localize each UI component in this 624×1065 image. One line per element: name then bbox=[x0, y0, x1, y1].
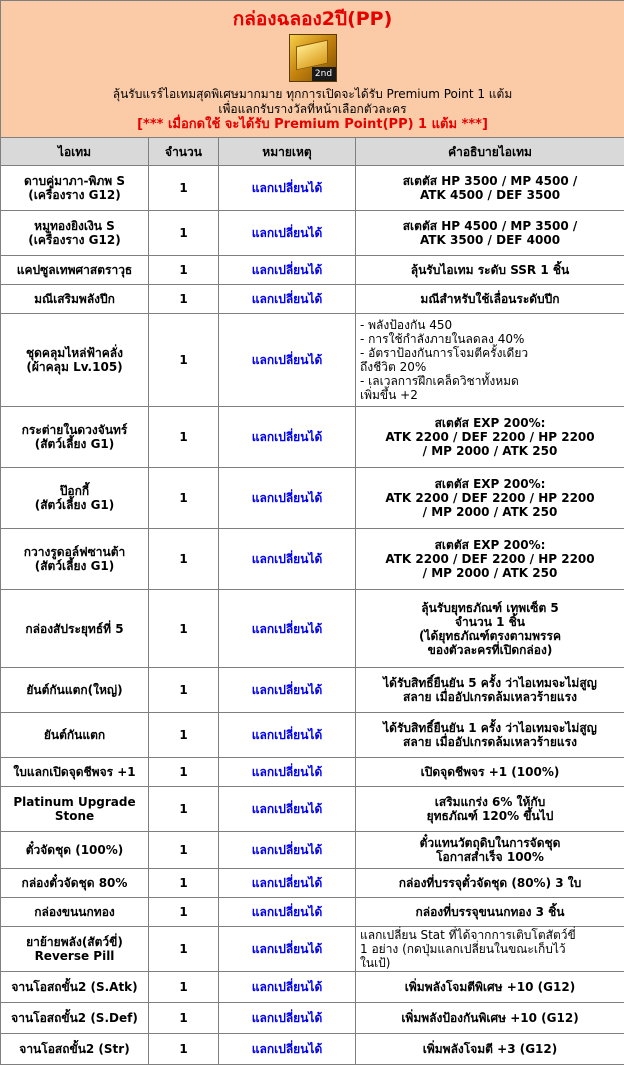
description-cell: ลุ้นรับยุทธภัณฑ์ เทพเซ็ต 5 จำนวน 1 ชิ้น (ได้ยุทธภัณฑ์ตรงตามพรรค ของตัวละครที่เปิดกล่อง) bbox=[356, 590, 624, 668]
header-panel bbox=[1, 1, 624, 138]
table-row bbox=[1, 713, 624, 758]
item-name-cell: มณีเสริมพลังปีก bbox=[1, 285, 149, 314]
icon-tag: 2nd bbox=[312, 67, 336, 81]
column-header-quantity: จำนวน bbox=[149, 138, 219, 166]
item-name-cell: ป๊อกกี้ (สัตว์เลี้ยง G1) bbox=[1, 468, 149, 529]
table-row bbox=[1, 590, 624, 668]
quantity-cell: 1 bbox=[149, 468, 219, 529]
quantity-cell: 1 bbox=[149, 832, 219, 869]
quantity-cell: 1 bbox=[149, 256, 219, 285]
remark-cell: แลกเปลี่ยนได้ bbox=[219, 590, 356, 668]
remark-cell: แลกเปลี่ยนได้ bbox=[219, 407, 356, 468]
description-cell: สเตตัส HP 3500 / MP 4500 / ATK 4500 / DEF 3500 bbox=[356, 166, 624, 211]
table-row bbox=[1, 869, 624, 898]
table-row bbox=[1, 529, 624, 590]
description-cell: - พลังป้องกัน 450 - การใช้กำลังภายในลดลง 40% - อัตราป้องกันการโจมตีครั้งเดียว ถึงชีวิต 20% - เลเวลการฝึกเคล็ดวิชาทั้งหมด เพิ่มขึ้น +2 bbox=[356, 314, 624, 407]
table-row bbox=[1, 256, 624, 285]
description-cell: กล่องที่บรรจุขนนกทอง 3 ชิ้น bbox=[356, 898, 624, 927]
remark-cell: แลกเปลี่ยนได้ bbox=[219, 529, 356, 590]
description-cell: สเตตัส EXP 200%: ATK 2200 / DEF 2200 / HP 2200 / MP 2000 / ATK 250 bbox=[356, 468, 624, 529]
description-cell: ลุ้นรับไอเทม ระดับ SSR 1 ชิ้น bbox=[356, 256, 624, 285]
item-name-cell: Platinum Upgrade Stone bbox=[1, 787, 149, 832]
quantity-cell: 1 bbox=[149, 972, 219, 1003]
remark-cell: แลกเปลี่ยนได้ bbox=[219, 758, 356, 787]
table-row bbox=[1, 468, 624, 529]
description-cell: สเตตัส HP 4500 / MP 3500 / ATK 3500 / DEF 4000 bbox=[356, 211, 624, 256]
quantity-cell: 1 bbox=[149, 211, 219, 256]
description-cell: เพิ่มพลังป้องกันพิเศษ +10 (G12) bbox=[356, 1003, 624, 1034]
table-row bbox=[1, 285, 624, 314]
item-name-cell: แคปซูลเทพศาสตราวุธ bbox=[1, 256, 149, 285]
item-name-cell: กล่องตั๋วจัดชุด 80% bbox=[1, 869, 149, 898]
table-row bbox=[1, 832, 624, 869]
column-header-remark: หมายเหตุ bbox=[219, 138, 356, 166]
remark-cell: แลกเปลี่ยนได้ bbox=[219, 1003, 356, 1034]
column-header-item: ไอเทม bbox=[1, 138, 149, 166]
description-cell: ได้รับสิทธิ์ยืนยัน 5 ครั้ง ว่าไอเทมจะไม่สูญ สลาย เมื่ออัปเกรดล้มเหลวร้ายแรง bbox=[356, 668, 624, 713]
quantity-cell: 1 bbox=[149, 927, 219, 972]
description-cell: สเตตัส EXP 200%: ATK 2200 / DEF 2200 / HP 2200 / MP 2000 / ATK 250 bbox=[356, 529, 624, 590]
header-description-2: เพื่อแลกรับรางวัลที่หน้าเลือกตัวละคร bbox=[9, 102, 616, 117]
table-row bbox=[1, 314, 624, 407]
quantity-cell: 1 bbox=[149, 1003, 219, 1034]
remark-cell: แลกเปลี่ยนได้ bbox=[219, 869, 356, 898]
quantity-cell: 1 bbox=[149, 713, 219, 758]
description-cell: กล่องที่บรรจุตั๋วจัดชุด (80%) 3 ใบ bbox=[356, 869, 624, 898]
remark-cell: แลกเปลี่ยนได้ bbox=[219, 713, 356, 758]
item-name-cell: หมูทองยิงเงิน S (เครื่องราง G12) bbox=[1, 211, 149, 256]
remark-cell: แลกเปลี่ยนได้ bbox=[219, 1034, 356, 1065]
column-header-description: คำอธิบายไอเทม bbox=[356, 138, 624, 166]
item-name-cell: กวางรูดอล์ฟซานต้า (สัตว์เลี้ยง G1) bbox=[1, 529, 149, 590]
description-cell: เปิดจุดชีพจร +1 (100%) bbox=[356, 758, 624, 787]
table-row bbox=[1, 898, 624, 927]
remark-cell: แลกเปลี่ยนได้ bbox=[219, 972, 356, 1003]
remark-cell: แลกเปลี่ยนได้ bbox=[219, 314, 356, 407]
item-name-cell: จานโอสถขั้น2 (Str) bbox=[1, 1034, 149, 1065]
item-name-cell: กล่องสัประยุทธ์ที่ 5 bbox=[1, 590, 149, 668]
remark-cell: แลกเปลี่ยนได้ bbox=[219, 832, 356, 869]
item-name-cell: กระต่ายในดวงจันทร์ (สัตว์เลี้ยง G1) bbox=[1, 407, 149, 468]
description-cell: มณีสำหรับใช้เลื่อนระดับปีก bbox=[356, 285, 624, 314]
item-name-cell: ยันต์กันแตก(ใหญ่) bbox=[1, 668, 149, 713]
item-name-cell: จานโอสถขั้น2 (S.Def) bbox=[1, 1003, 149, 1034]
description-cell: เพิ่มพลังโจมตีพิเศษ +10 (G12) bbox=[356, 972, 624, 1003]
description-cell: เพิ่มพลังโจมตี +3 (G12) bbox=[356, 1034, 624, 1065]
quantity-cell: 1 bbox=[149, 787, 219, 832]
description-cell: ได้รับสิทธิ์ยืนยัน 1 ครั้ง ว่าไอเทมจะไม่สูญ สลาย เมื่ออัปเกรดล้มเหลวร้ายแรง bbox=[356, 713, 624, 758]
quantity-cell: 1 bbox=[149, 758, 219, 787]
remark-cell: แลกเปลี่ยนได้ bbox=[219, 166, 356, 211]
table-row bbox=[1, 972, 624, 1003]
column-header-row bbox=[1, 138, 624, 166]
remark-cell: แลกเปลี่ยนได้ bbox=[219, 285, 356, 314]
description-cell: เสริมแกร่ง 6% ให้กับ ยุทธภัณฑ์ 120% ขึ้นไป bbox=[356, 787, 624, 832]
table-row bbox=[1, 668, 624, 713]
remark-cell: แลกเปลี่ยนได้ bbox=[219, 927, 356, 972]
quantity-cell: 1 bbox=[149, 166, 219, 211]
header-row bbox=[1, 1, 624, 138]
table-row bbox=[1, 1034, 624, 1065]
quantity-cell: 1 bbox=[149, 529, 219, 590]
table-row bbox=[1, 787, 624, 832]
header-description-1: ลุ้นรับแรร์ไอเทมสุดพิเศษมากมาย ทุกการเปิดจะได้รับ Premium Point 1 แต้ม bbox=[9, 87, 616, 102]
remark-cell: แลกเปลี่ยนได้ bbox=[219, 787, 356, 832]
quantity-cell: 1 bbox=[149, 1034, 219, 1065]
remark-cell: แลกเปลี่ยนได้ bbox=[219, 468, 356, 529]
quantity-cell: 1 bbox=[149, 285, 219, 314]
remark-cell: แลกเปลี่ยนได้ bbox=[219, 668, 356, 713]
description-cell: แลกเปลี่ยน Stat ที่ได้จากการเติบโตสัตว์ขี่ 1 อย่าง (กดปุ่มแลกเปลี่ยนในขณะเก็บไว้ ในเป้) bbox=[356, 927, 624, 972]
item-name-cell: จานโอสถขั้น2 (S.Atk) bbox=[1, 972, 149, 1003]
item-name-cell: ชุดคลุมไหล่ฟ้าคลั่ง (ผ้าคลุม Lv.105) bbox=[1, 314, 149, 407]
quantity-cell: 1 bbox=[149, 590, 219, 668]
quantity-cell: 1 bbox=[149, 314, 219, 407]
item-name-cell: ใบแลกเปิดจุดชีพจร +1 bbox=[1, 758, 149, 787]
quantity-cell: 1 bbox=[149, 898, 219, 927]
page-title: กล่องฉลอง2ปี(PP) bbox=[9, 8, 616, 30]
table-row bbox=[1, 166, 624, 211]
quantity-cell: 1 bbox=[149, 869, 219, 898]
quantity-cell: 1 bbox=[149, 668, 219, 713]
table-row bbox=[1, 407, 624, 468]
item-name-cell: ตั๋วจัดชุด (100%) bbox=[1, 832, 149, 869]
description-cell: ตั๋วแทนวัตถุดิบในการจัดชุด โอกาสสำเร็จ 100% bbox=[356, 832, 624, 869]
item-name-cell: ยันต์กันแตก bbox=[1, 713, 149, 758]
table-row bbox=[1, 758, 624, 787]
item-name-cell: กล่องขนนกทอง bbox=[1, 898, 149, 927]
remark-cell: แลกเปลี่ยนได้ bbox=[219, 211, 356, 256]
table-row bbox=[1, 211, 624, 256]
header-note: [*** เมื่อกดใช้ จะได้รับ Premium Point(PP) 1 แต้ม ***] bbox=[9, 117, 616, 133]
remark-cell: แลกเปลี่ยนได้ bbox=[219, 898, 356, 927]
table-row bbox=[1, 927, 624, 972]
remark-cell: แลกเปลี่ยนได้ bbox=[219, 256, 356, 285]
quantity-cell: 1 bbox=[149, 407, 219, 468]
gold-gift-box-icon bbox=[289, 34, 337, 82]
item-name-cell: ยาย้ายพลัง(สัตว์ขี่) Reverse Pill bbox=[1, 927, 149, 972]
description-cell: สเตตัส EXP 200%: ATK 2200 / DEF 2200 / HP 2200 / MP 2000 / ATK 250 bbox=[356, 407, 624, 468]
table-row bbox=[1, 1003, 624, 1034]
item-name-cell: ดาบคู่มาภา-พิภพ S (เครื่องราง G12) bbox=[1, 166, 149, 211]
